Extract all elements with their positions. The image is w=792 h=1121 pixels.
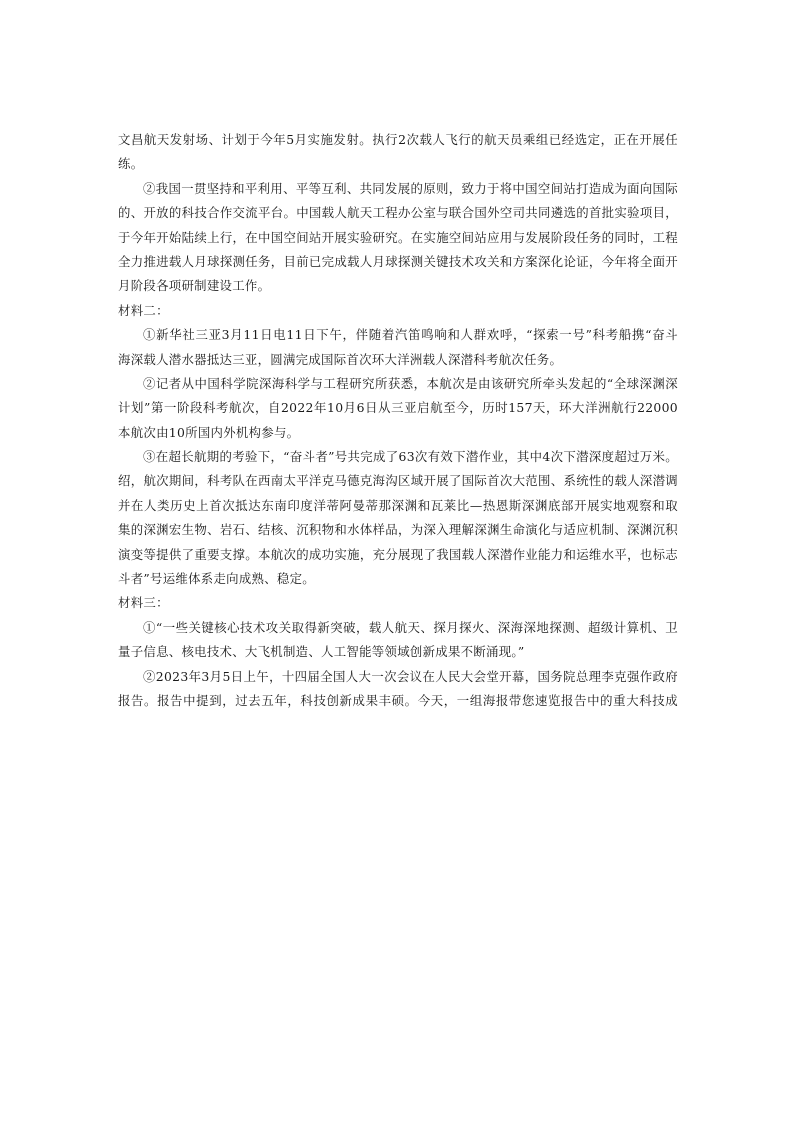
text-line: 报告。报告中提到，过去五年，科技创新成果丰硕。今天，一组海报带您速览报告中的重大科技成 (118, 692, 678, 708)
text-line: 斗者”号运维体系走向成熟、稳定。 (118, 571, 315, 587)
text-line: 练。 (118, 156, 144, 172)
text-line: ②记者从中国科学院深海科学与工程研究所获悉，本航次是由该研究所牵头发起的“全球深渊深 (143, 375, 678, 391)
text-line: ③在超长航期的考验下，“奋斗者”号共完成了63次有效下潜作业，其中4次下潜深度超过万米。 (143, 449, 678, 465)
text-line: 集的深渊宏生物、岩石、结核、沉积物和水体样品，为深入理解深渊生命演化与适应机制、深渊沉积 (118, 522, 678, 538)
text-line: 绍，航次期间，科考队在西南太平洋克马德克海沟区域开展了国际首次大范围、系统性的载人深潜调 (118, 473, 678, 489)
text-line: ①“一些关键核心技术攻关取得新突破，载人航天、探月探火、深海深地探测、超级计算机、卫 (143, 619, 678, 635)
text-line: 于今年开始陆续上行，在中国空间站开展实验研究。在实施空间站应用与发展阶段任务的同时，工程 (118, 229, 678, 245)
text-line: 本航次由10所国内外机构参与。 (118, 424, 300, 440)
text-line: 量子信息、核电技术、大飞机制造、人工智能等领域创新成果不断涌现。” (118, 644, 525, 660)
text-line: 并在人类历史上首次抵达东南印度洋蒂阿曼蒂那深渊和瓦莱比—热恩斯深渊底部开展实地观察和取 (118, 497, 678, 513)
text-line: ②2023年3月5日上午，十四届全国人大一次会议在人民大会堂开幕，国务院总理李克强作政府 (143, 668, 678, 684)
text-line: 的、开放的科技合作交流平台。中国载人航天工程办公室与联合国外空司共同遴选的首批实验项目， (118, 205, 678, 221)
text-line: 全力推进载人月球探测任务，目前已完成载人月球探测关键技术攻关和方案深化论证，今年将全面开 (118, 253, 678, 269)
text-line: 海深载人潜水器抵达三亚，圆满完成国际首次环大洋洲载人深潜科考航次任务。 (118, 351, 563, 367)
section-heading: 材料三： (118, 595, 169, 611)
text-line: 演变等提供了重要支撑。本航次的成功实施，充分展现了我国载人深潜作业能力和运维水平，也标志 (118, 546, 678, 562)
section-heading: 材料二： (118, 302, 169, 318)
text-line: ①新华社三亚3月11日电11日下午，伴随着汽笛鸣响和人群欢呼，“探索一号”科考船携“奋斗 (143, 327, 678, 343)
text-line: 计划”第一阶段科考航次，自2022年10月6日从三亚启航至今，历时157天，环大洋洲航行22000 (118, 400, 678, 416)
text-line: 文昌航天发射场、计划于今年5月实施发射。执行2次载人飞行的航天员乘组已经选定，正在开展任 (118, 132, 678, 147)
text-line: ②我国一贯坚持和平利用、平等互利、共同发展的原则，致力于将中国空间站打造成为面向国际 (143, 180, 678, 196)
text-line: 月阶段各项研制建设工作。 (118, 278, 271, 294)
document-body (118, 128, 678, 713)
